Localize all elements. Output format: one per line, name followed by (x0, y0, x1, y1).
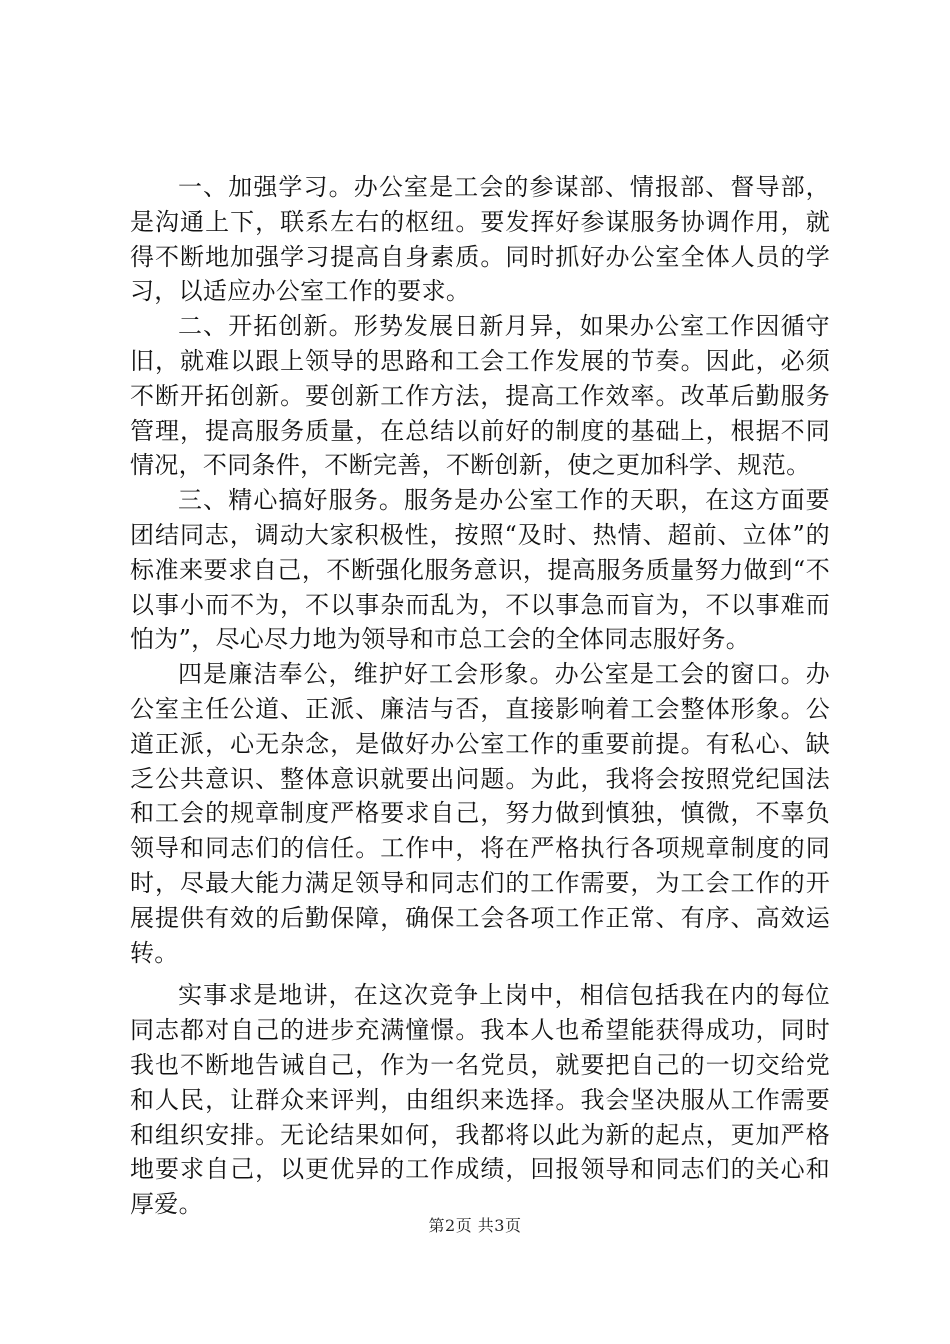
paragraph-strengthen-learning: 一、加强学习。办公室是工会的参谋部、情报部、督导部，是沟通上下，联系左右的枢纽。要发挥好参谋服务协调作用，就得不断地加强学习提高自身素质。同时抓好办公室全体人员的学习，以适应办公室工作的要求。 (130, 173, 830, 306)
paragraph-good-service: 三、精心搞好服务。服务是办公室工作的天职，在这方面要团结同志，调动大家积极性，按照“及时、热情、超前、立体”的标准来要求自己，不断强化服务意识，提高服务质量努力做到“不以事小而不为，不以事杂而乱为，不以事急而盲为，不以事难而怕为”，尽心尽力地为领导和市总工会的全体同志服好务。 (130, 486, 830, 654)
paragraph-integrity: 四是廉洁奉公，维护好工会形象。办公室是工会的窗口。办公室主任公道、正派、廉洁与否，直接影响着工会整体形象。公道正派，心无杂念，是做好办公室工作的重要前提。有私心、缺乏公共意识、整体意识就要出问题。为此，我将会按照党纪国法和工会的规章制度严格要求自己，努力做到慎独，慎微，不辜负领导和同志们的信任。工作中，将在严格执行各项规章制度的同时，尽最大能力满足领导和同志们的工作需要，为工会工作的开展提供有效的后勤保障，确保工会各项工作正常、有序、高效运转。 (130, 660, 830, 967)
paragraph-pioneer-innovation: 二、开拓创新。形势发展日新月异，如果办公室工作因循守旧，就难以跟上领导的思路和工会工作发展的节奏。因此，必须不断开拓创新。要创新工作方法，提高工作效率。改革后勤服务管理，提高服务质量，在总结以前好的制度的基础上，根据不同情况，不同条件，不断完善，不断创新，使之更加科学、规范。 (130, 312, 830, 480)
page-number-footer: 第2页 共3页 (428, 1216, 522, 1235)
document-body (130, 170, 830, 1222)
paragraph-conclusion: 实事求是地讲，在这次竞争上岗中，相信包括我在内的每位同志都对自己的进步充满憧憬。我本人也希望能获得成功，同时我也不断地告诫自己，作为一名党员，就要把自己的一切交给党和人民，让群众来评判，由组织来选择。我会坚决服从工作需要和组织安排。无论结果如何，我都将以此为新的起点，更加严格地要求自己，以更优异的工作成绩，回报领导和同志们的关心和厚爱。 (130, 981, 830, 1219)
